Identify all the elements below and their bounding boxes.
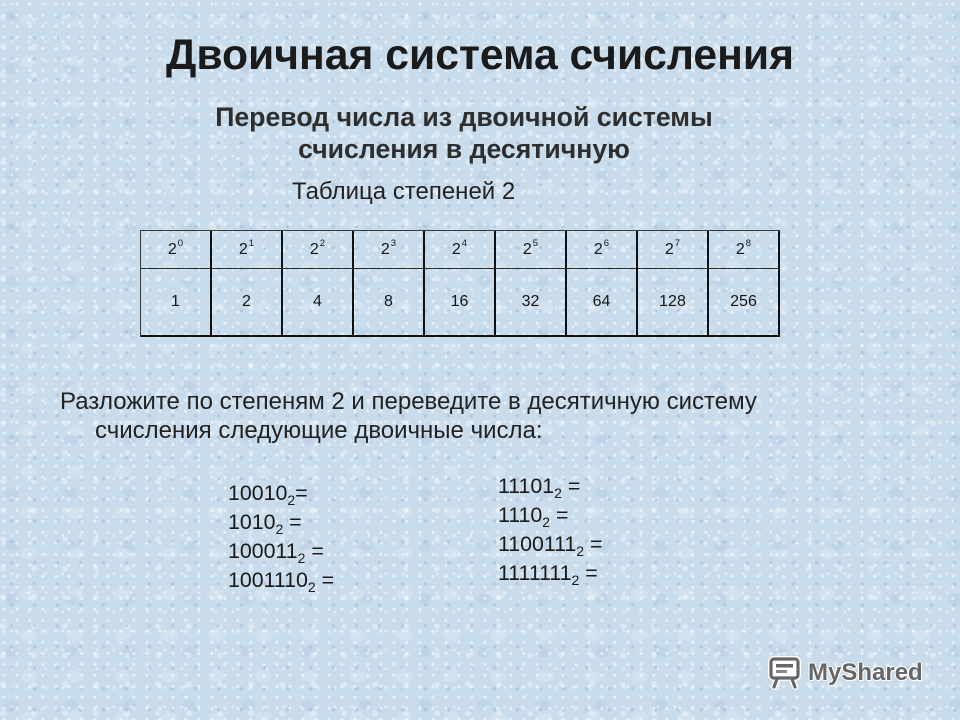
- binary-number: 1111111: [498, 561, 572, 585]
- power-base: 2: [309, 240, 319, 258]
- exercise-item: [498, 501, 602, 530]
- base-subscript: 2: [287, 492, 296, 508]
- subtitle-line: Перевод числа из двоичной системы: [215, 102, 713, 132]
- power-cell: [638, 231, 709, 269]
- power-value-cell: 32: [496, 269, 567, 337]
- base-subscript: 2: [571, 572, 580, 588]
- base-subscript: 2: [297, 550, 306, 566]
- exercise-item: [228, 479, 334, 508]
- exercise-item: [498, 472, 602, 501]
- base-subscript: 2: [576, 543, 585, 559]
- power-exponent: 3: [390, 238, 397, 249]
- equals-sign: =: [315, 568, 335, 592]
- base-subscript: 2: [554, 485, 562, 501]
- power-exponent: 7: [674, 238, 681, 249]
- power-value-cell: 128: [638, 269, 709, 337]
- power-cell: [425, 231, 496, 269]
- power-base: 2: [664, 240, 674, 258]
- power-base: 2: [735, 240, 745, 258]
- binary-number: 1010: [228, 510, 276, 534]
- binary-number: 1001110: [228, 568, 308, 592]
- equals-sign: =: [283, 510, 302, 534]
- value-row: [141, 269, 780, 337]
- binary-number: 1110: [498, 503, 543, 527]
- exercise-item: [228, 508, 334, 537]
- exercise-list-right: [498, 472, 602, 588]
- power-cell: [567, 231, 638, 269]
- subtitle-line: счисления в десятичную: [298, 134, 630, 164]
- slide-subtitle: [114, 101, 814, 165]
- power-value-cell: 64: [567, 269, 638, 337]
- slide-title: Двоичная система счисления: [165, 31, 795, 79]
- exponent-row: [141, 231, 780, 269]
- exercise-list-left: [228, 479, 334, 595]
- exercise-item: [228, 566, 334, 595]
- power-base: 2: [167, 240, 177, 258]
- myshared-logo: [766, 655, 923, 691]
- power-base: 2: [380, 240, 390, 258]
- power-cell: [283, 231, 354, 269]
- binary-number: 10010: [228, 481, 288, 505]
- power-value-cell: 256: [709, 269, 780, 337]
- power-cell: [709, 231, 780, 269]
- equals-sign: =: [584, 532, 603, 556]
- table-caption: Таблица степеней 2: [292, 178, 516, 205]
- power-value-cell: 4: [283, 269, 354, 337]
- equals-sign: =: [550, 503, 569, 527]
- power-base: 2: [593, 240, 603, 258]
- power-cell: [212, 231, 283, 269]
- power-cell: [354, 231, 425, 269]
- equals-sign: =: [561, 474, 581, 498]
- power-value-cell: 1: [141, 269, 212, 337]
- equals-sign: =: [305, 539, 324, 563]
- power-base: 2: [451, 240, 461, 258]
- power-exponent: 4: [461, 238, 468, 249]
- power-exponent: 6: [603, 238, 610, 249]
- power-cell: [496, 231, 567, 269]
- instruction-line: Разложите по степеням 2 и переведите в десятичную систему: [60, 388, 757, 415]
- base-subscript: 2: [275, 521, 284, 537]
- instruction-line: счисления следующие двоичные числа:: [95, 417, 543, 444]
- binary-number: 1100111: [498, 532, 577, 556]
- equals-sign: =: [295, 481, 308, 505]
- exercise-item: [498, 530, 602, 559]
- power-exponent: 2: [319, 238, 326, 249]
- power-base: 2: [522, 240, 532, 258]
- power-cell: [141, 231, 212, 269]
- powers-table: [140, 230, 780, 337]
- power-value-cell: 16: [425, 269, 496, 337]
- base-subscript: 2: [542, 514, 551, 530]
- exercise-item: [498, 559, 602, 588]
- power-exponent: 5: [532, 238, 539, 249]
- logo-text: MyShared: [808, 659, 923, 686]
- power-exponent: 1: [248, 238, 255, 249]
- power-value-cell: 2: [212, 269, 283, 337]
- base-subscript: 2: [307, 579, 316, 595]
- equals-sign: =: [579, 561, 598, 585]
- power-value-cell: 8: [354, 269, 425, 337]
- presentation-board-icon: [766, 655, 804, 691]
- power-base: 2: [238, 240, 248, 258]
- binary-number: 100011: [228, 539, 298, 563]
- power-exponent: 8: [745, 238, 752, 249]
- exercise-item: [228, 537, 334, 566]
- power-exponent: 0: [177, 238, 184, 249]
- binary-number: 11101: [498, 474, 555, 498]
